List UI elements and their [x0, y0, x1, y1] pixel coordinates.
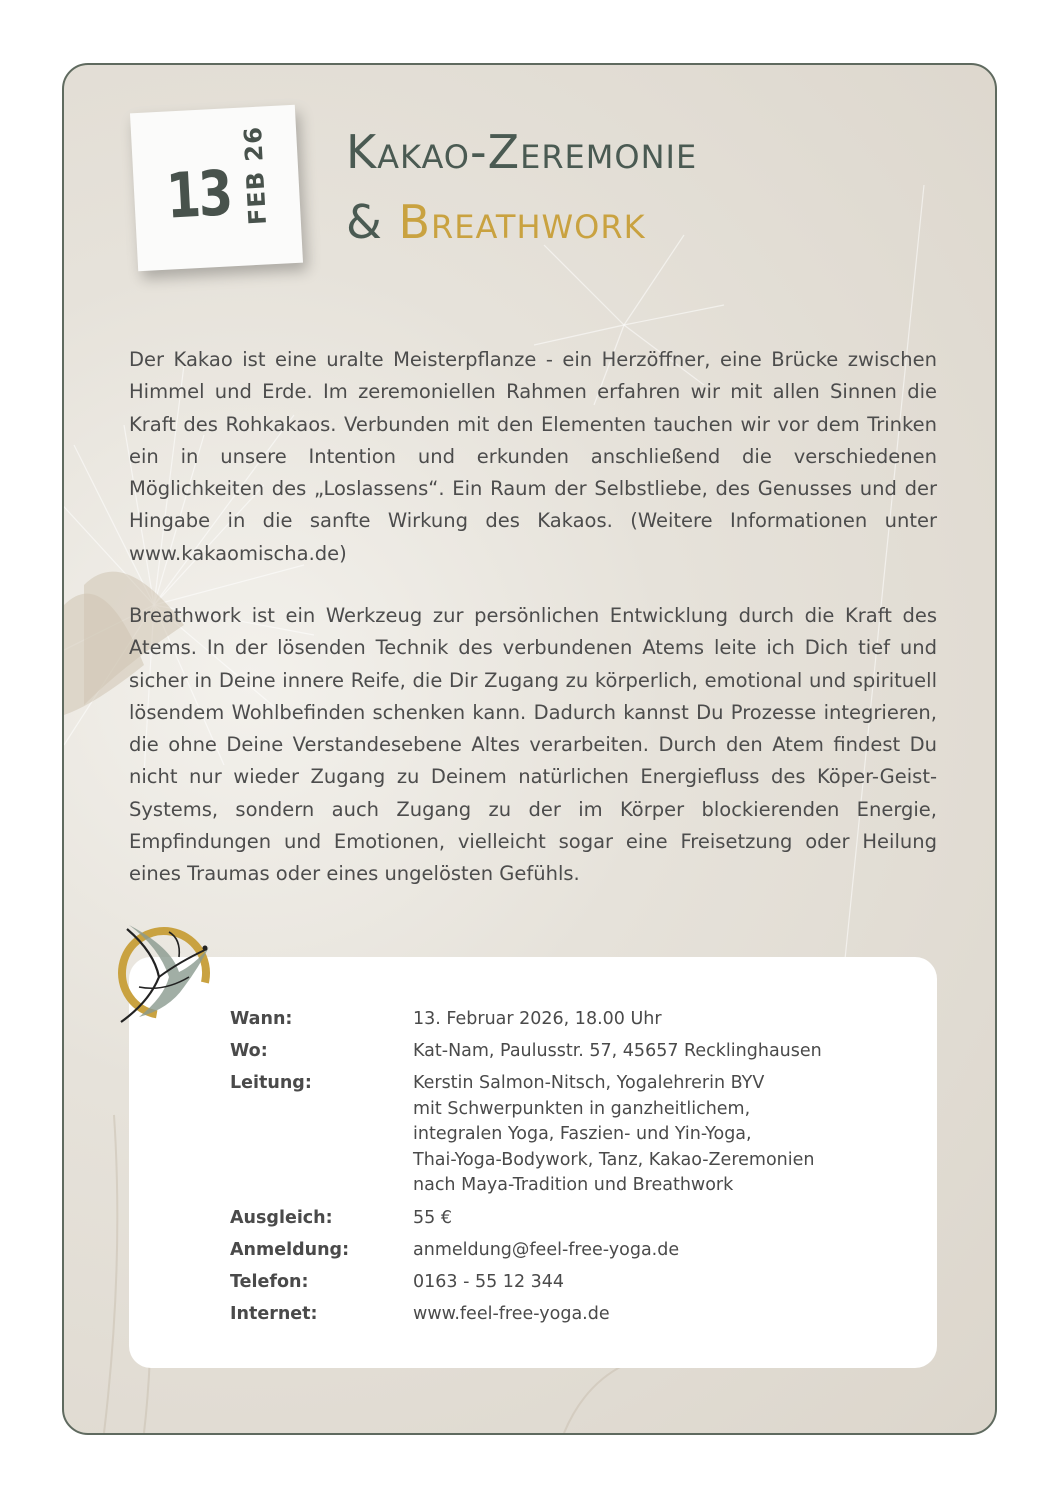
info-value-ausgleich: 55 €	[413, 1208, 452, 1228]
info-value-leitung	[413, 1071, 933, 1199]
date-day: 13	[164, 156, 233, 233]
flyer-card	[62, 63, 997, 1435]
info-label-leitung: Leitung:	[230, 1073, 312, 1093]
info-value-wann: 13. Februar 2026, 18.00 Uhr	[413, 1009, 662, 1029]
title-line-1: Kakao-Zeremonie	[346, 125, 698, 179]
leitung-line: Kerstin Salmon-Nitsch, Yogalehrerin BYV	[413, 1073, 765, 1093]
info-label-anmeldung: Anmeldung:	[230, 1240, 350, 1260]
paragraph-breathwork: Breathwork ist ein Werkzeug zur persönlichen Entwicklung durch die Kraft des Atems. In der lösenden Technik des verbundenen Atems leite ich Dich tief und sicher in Deine innere Reife, die Dir Zugang zu körperlich, emotional und spirituell lösendem Wohlbefinden schenken kann. Dadurch kannst Du Prozesse integrieren, die ohne Deine Verstandesebene Altes verarbeiten. Durch den Atem findest Du nicht nur wieder Zugang zu Deinem natürlichen Energiefluss des Köper-Geist-Systems, sondern auch Zugang zu der im Körper blockierenden Energie, Empfindungen und Emotionen, vielleicht sogar eine Freisetzung oder Heilung eines Traumas oder eines ungelösten Gefühls.	[129, 604, 937, 886]
info-value-internet[interactable]: www.feel-free-yoga.de	[413, 1304, 610, 1324]
leitung-line: nach Maya-Tradition und Breathwork	[413, 1175, 734, 1195]
info-value-telefon: 0163 - 55 12 344	[413, 1272, 565, 1292]
leitung-line: integralen Yoga, Faszien- und Yin-Yoga,	[413, 1124, 752, 1144]
title-ampersand: &	[346, 195, 383, 249]
leitung-line: mit Schwerpunkten in ganzheitlichem,	[413, 1098, 751, 1119]
bird-circle-logo-icon	[109, 917, 219, 1029]
info-label-wann: Wann:	[230, 1009, 293, 1029]
info-value-anmeldung[interactable]: anmeldung@feel-free-yoga.de	[413, 1240, 680, 1260]
info-value-wo: Kat-Nam, Paulusstr. 57, 45657 Recklinghausen	[413, 1041, 822, 1061]
info-box	[129, 957, 937, 1368]
title-breathwork: Breathwork	[398, 195, 646, 249]
info-label-wo: Wo:	[230, 1041, 268, 1061]
leitung-line: Thai-Yoga-Bodywork, Tanz, Kakao-Zeremonien	[413, 1149, 815, 1170]
date-month-year: FEB 26	[238, 125, 272, 226]
date-note	[130, 105, 303, 271]
info-label-telefon: Telefon:	[230, 1272, 309, 1292]
title-line-2	[346, 195, 646, 249]
info-label-ausgleich: Ausgleich:	[230, 1208, 333, 1228]
info-label-internet: Internet:	[230, 1304, 318, 1324]
paragraph-kakao: Der Kakao ist eine uralte Meisterpflanze - ein Herzöffner, eine Brücke zwischen Himmel und Erde. Im zeremoniellen Rahmen erfahren wir mit allen Sinnen die Kraft des Rohkakaos. Verbunden mit den Elementen tauchen wir vor dem Trinken ein in unsere Intention und erkunden anschließend die verschiedenen Möglichkeiten des „Loslassens“. Ein Raum der Selbstliebe, des Genusses und der Hingabe in die sanfte Wirkung des Kakaos. (Weitere Informationen unter www.kakaomischa.de)	[129, 348, 937, 565]
